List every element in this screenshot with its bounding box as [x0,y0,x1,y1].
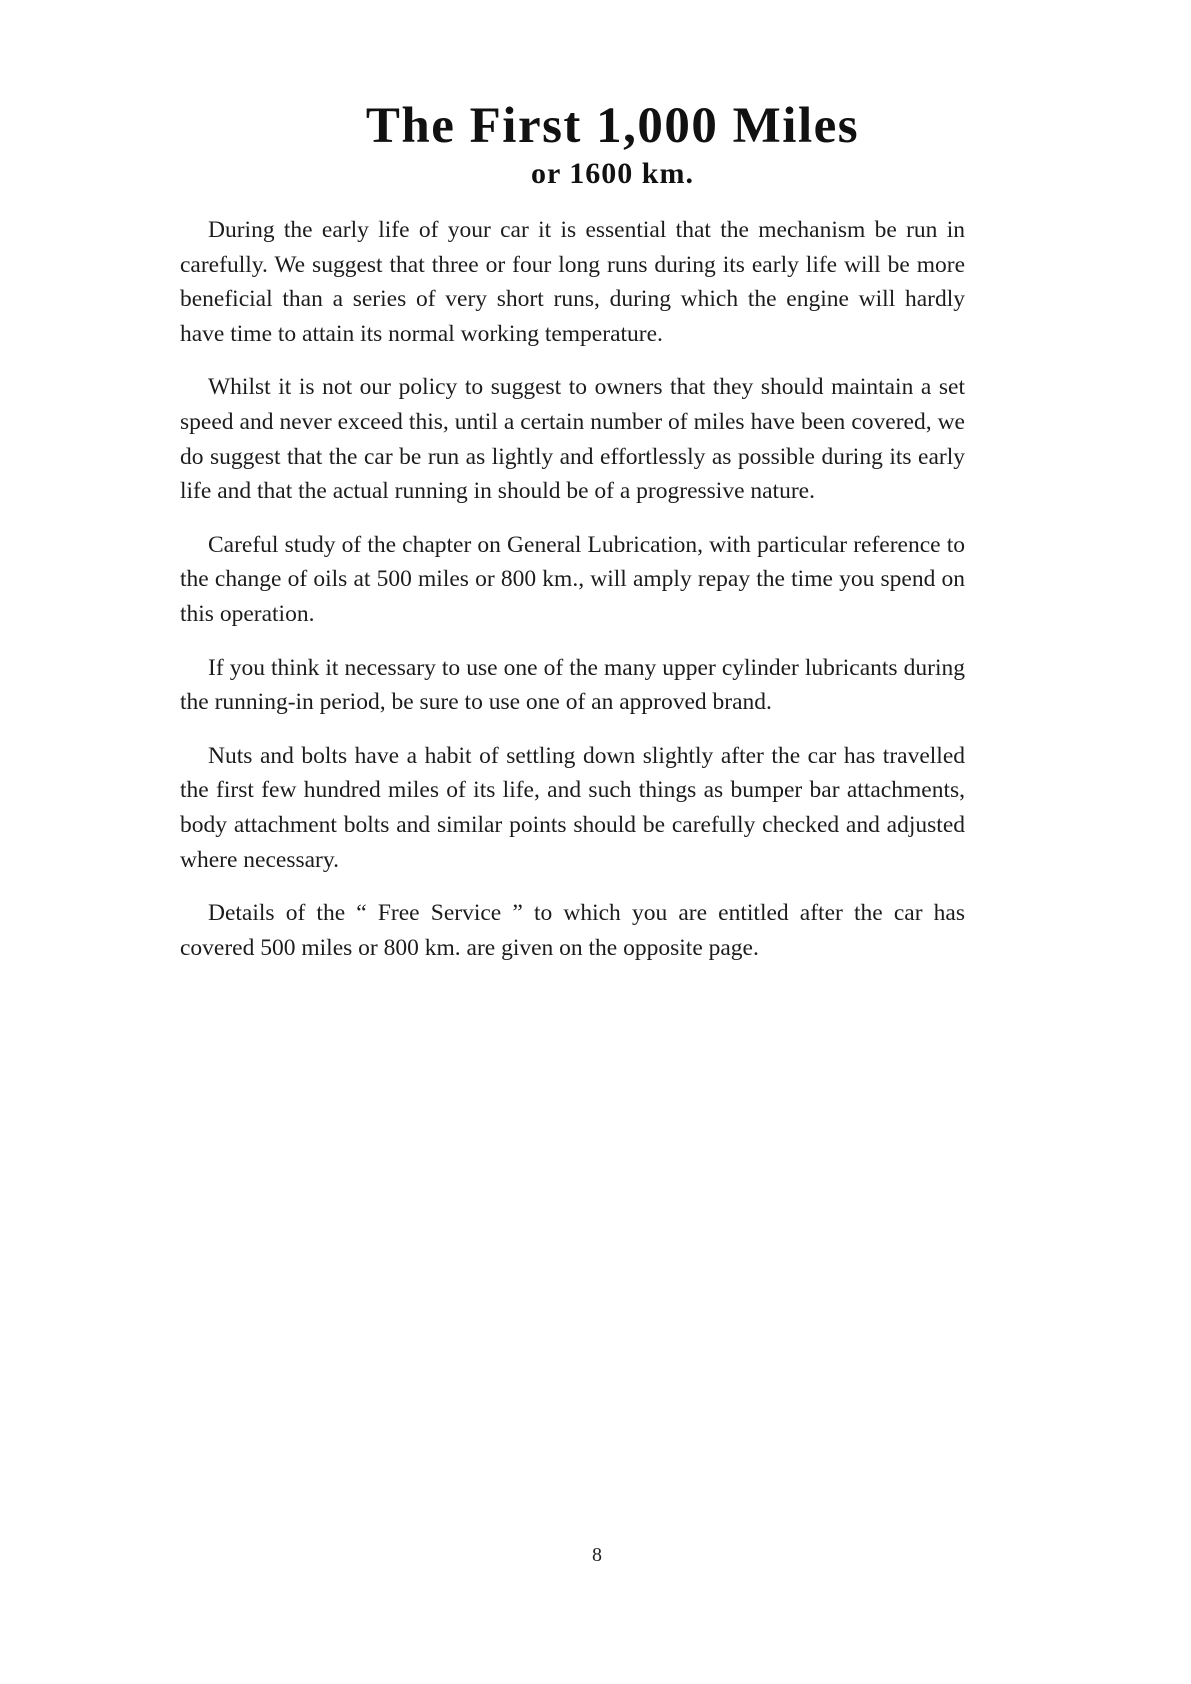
paragraph-progressive-running: Whilst it is not our policy to suggest to owners that they should maintain a set speed and never exceed this, until a certain number of miles have been covered, we do suggest that the car be run as lightly and effortlessly as possible during its early life and that the actual running in should be of a progressive nature. [180,374,965,505]
paragraph-lubrication: Careful study of the chapter on General Lubrication, with particular reference to the change of oils at 500 miles or 800 km., will amply repay the time you spend on this operation. [180,531,965,627]
page-number: 8 [592,1544,602,1566]
page-title: The First 1,000 Miles [365,98,860,154]
paragraph-nuts-and-bolts: Nuts and bolts have a habit of settling down slightly after the car has travelled the first few hundred miles of its life, and such things as bumper bar attachments, body attachment bolts and similar points should be carefully checked and adjusted where necessary. [180,742,965,873]
paragraph-running-in: During the early life of your car it is essential that the mechanism be run in carefully. We suggest that three or four long runs during its early life will be more beneficial than a series of very short runs, during which the engine will hardly have time to attain its normal working temperature. [180,217,965,347]
body-text [180,213,965,984]
paragraph-cylinder-lubricants: If you think it necessary to use one of the many upper cylinder lubricants during the running-in period, be sure to use one of an approved brand. [180,654,965,716]
page-subtitle: or 1600 km. [531,157,694,190]
paragraph-free-service: Details of the “ Free Service ” to which you are entitled after the car has covered 500 miles or 800 km. are given on the opposite page. [180,900,965,961]
